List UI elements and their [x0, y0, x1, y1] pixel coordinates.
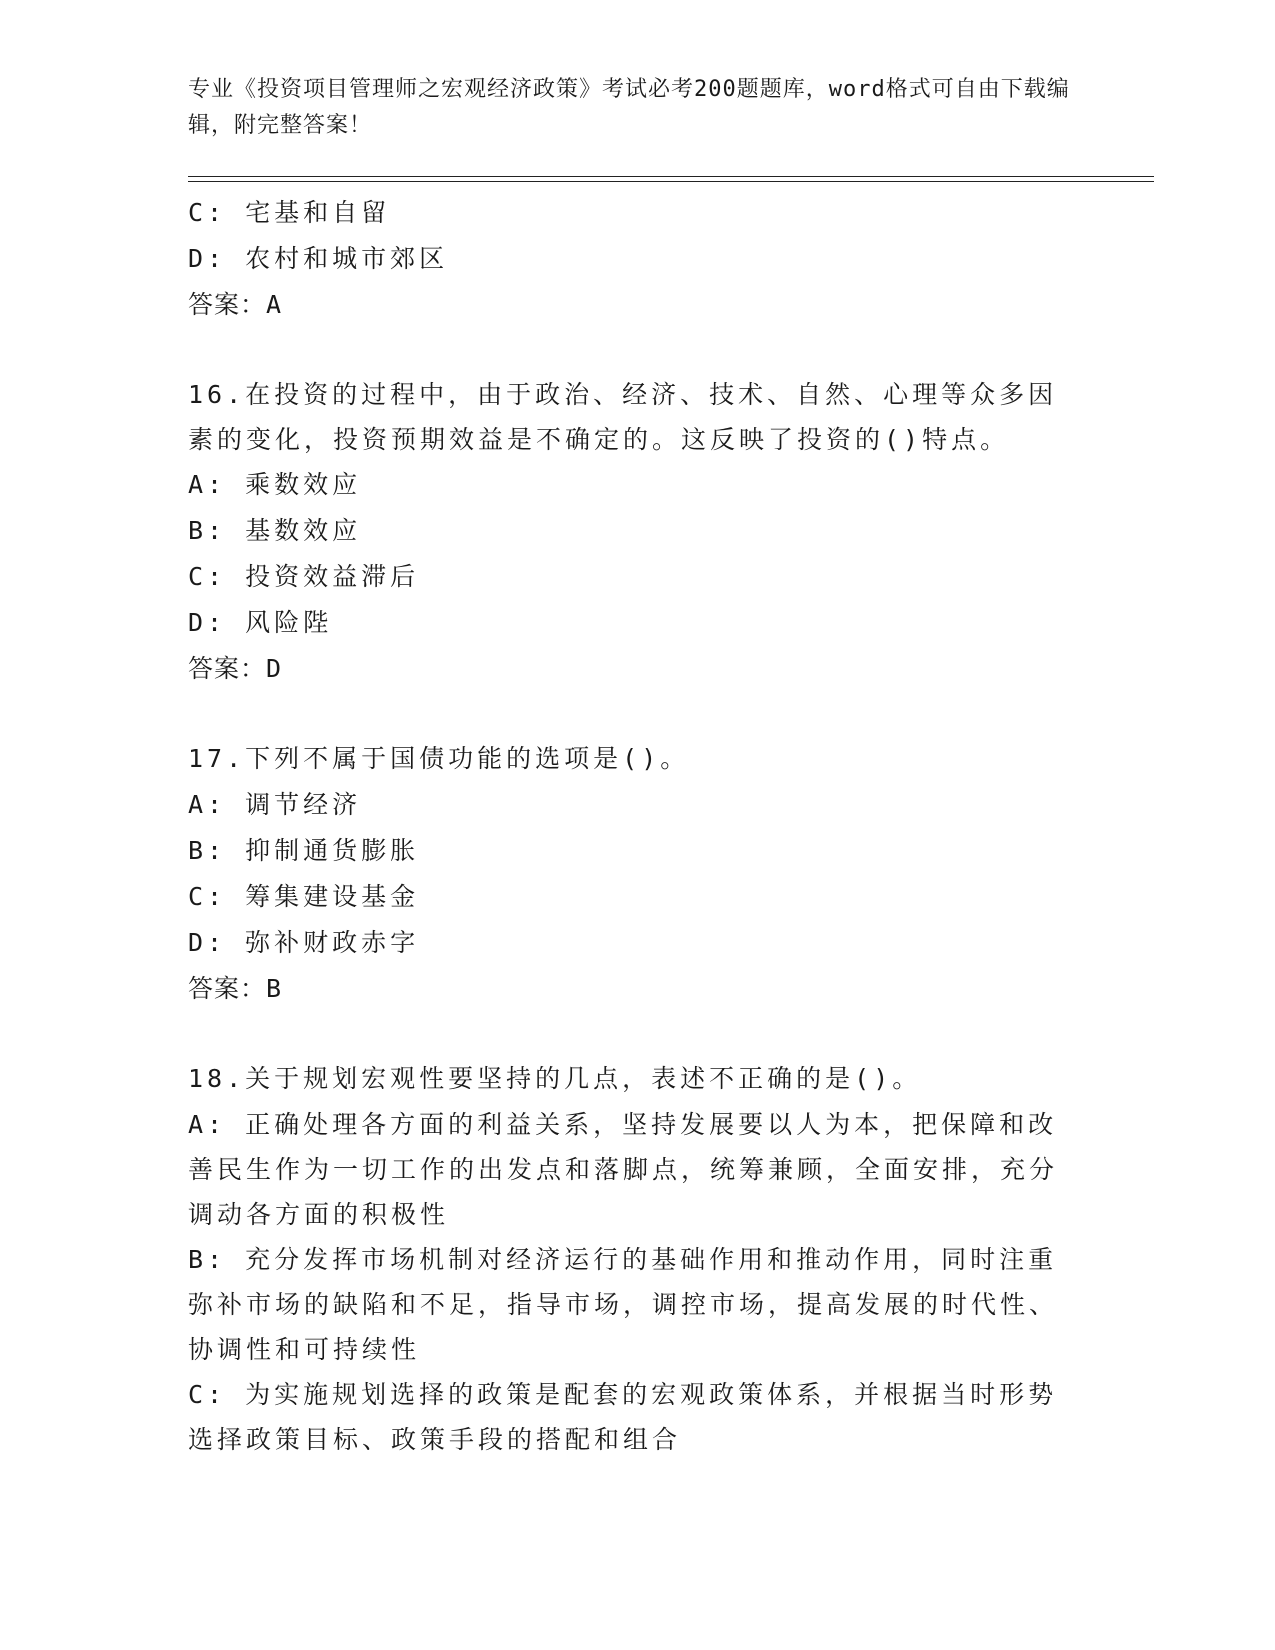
- option-a: A: 正确处理各方面的利益关系，坚持发展要以人为本，把保障和改善民生作为一切工作的出发点和落脚点，统筹兼顾，全面安排，充分调动各方面的积极性: [188, 1110, 1059, 1229]
- document-header: [188, 72, 1088, 144]
- spacer: [188, 1012, 1068, 1056]
- option-c: C: 宅基和自留: [188, 198, 391, 227]
- answer-line: 答案：A: [188, 290, 283, 319]
- option-b: B: 基数效应: [188, 516, 362, 545]
- question-stem: 17.下列不属于国债功能的选项是()。: [188, 744, 690, 773]
- option-d: D: 风险陛: [188, 608, 333, 637]
- spacer: [188, 692, 1068, 736]
- option-b: B: 抑制通货膨胀: [188, 836, 420, 865]
- option-c: C: 投资效益滞后: [188, 562, 420, 591]
- option-a: A: 调节经济: [188, 790, 362, 819]
- question-list: [188, 190, 1068, 1462]
- answer-line: 答案：B: [188, 974, 283, 1003]
- option-c: C: 为实施规划选择的政策是配套的宏观政策体系，并根据当时形势选择政策目标、政策手段的搭配和组合: [188, 1380, 1058, 1454]
- question-16: [188, 372, 1068, 692]
- option-d: D: 农村和城市郊区: [188, 244, 449, 273]
- header-divider-bottom: [188, 181, 1154, 182]
- question-18: [188, 1056, 1068, 1462]
- option-c: C: 筹集建设基金: [188, 882, 420, 911]
- answer-line: 答案：D: [188, 654, 283, 683]
- question-stem: 18.关于规划宏观性要坚持的几点，表述不正确的是()。: [188, 1064, 922, 1093]
- question-stem: 16.在投资的过程中，由于政治、经济、技术、自然、心理等众多因素的变化，投资预期效益是不确定的。这反映了投资的()特点。: [188, 380, 1058, 454]
- question-15-continuation: [188, 190, 1068, 328]
- option-d: D: 弥补财政赤字: [188, 928, 420, 957]
- option-b: B: 充分发挥市场机制对经济运行的基础作用和推动作用，同时注重弥补市场的缺陷和不足，指导市场，调控市场，提高发展的时代性、协调性和可持续性: [188, 1245, 1059, 1364]
- option-a: A: 乘数效应: [188, 470, 362, 499]
- header-divider-top: [188, 176, 1154, 177]
- question-17: [188, 736, 1068, 1012]
- spacer: [188, 328, 1068, 372]
- header-text: 专业《投资项目管理师之宏观经济政策》考试必考200题题库，word格式可自由下载编辑，附完整答案！: [188, 77, 1070, 138]
